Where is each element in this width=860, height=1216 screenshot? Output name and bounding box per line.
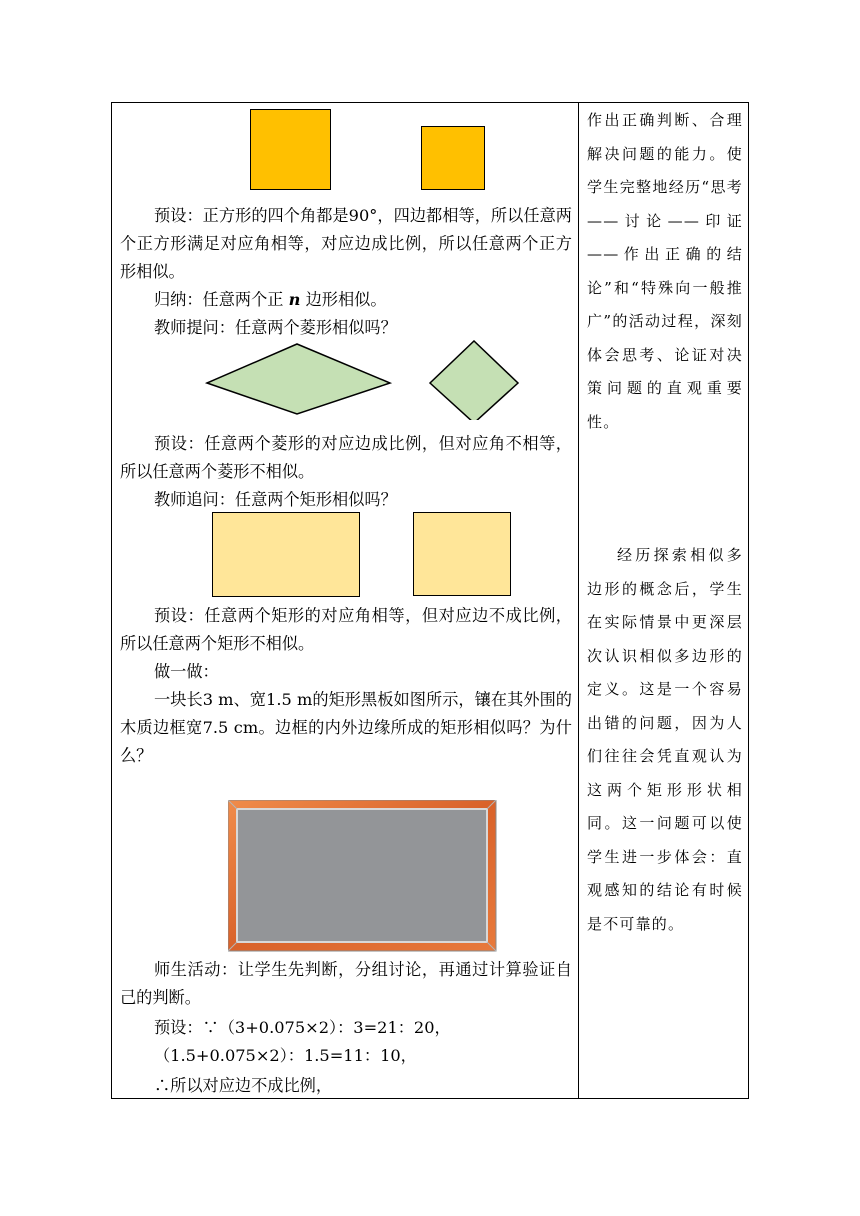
calc-line-3: ∴所以对应边不成比例， [154,1076,333,1095]
blackboard-figure [228,800,498,952]
calc-line-1: 预设：∵（3+0.075×2）：3=21：20， [154,1018,451,1037]
board-surface [237,809,487,942]
design-note-1: 作出正确判断、合理解决问题的能力。使学生完整地经历“思考——讨论——印证——作出正确的结论”和“特殊向一般推广”的活动过程，深刻体会思考、论证对决策问题的直观重要性。 [587,111,743,431]
rhombus-figures [204,340,524,420]
column-divider [578,102,579,1099]
teacher-question-rectangle: 教师追问：任意两个矩形相似吗？ [154,490,397,509]
rectangle-preset-paragraph: 预设：任意两个矩形的对应角相等，但对应边不成比例，所以任意两个矩形不相似。 [120,606,572,653]
exercise-body: 一块长3 m、宽1.5 m的矩形黑板如图所示，镶在其外围的木质边框宽7.5 cm。边框的内外边缘所成的矩形相似吗？为什么？ [120,690,572,765]
large-square-figure [250,109,331,190]
induction-paragraph: 归纳：任意两个正 n 边形相似。 [154,290,387,309]
small-square-figure [421,126,485,190]
exercise-title: 做一做： [154,662,219,681]
right-column [587,104,743,941]
wide-rectangle-figure [212,512,360,597]
activity-paragraph: 师生活动：让学生先判断，分组讨论，再通过计算验证自己的判断。 [120,960,572,1007]
square-preset-paragraph: 预设：正方形的四个角都是90°，四边都相等，所以任意两个正方形满足对应角相等，对应边成比例，所以任意两个正方形相似。 [120,206,572,281]
square-rhombus [430,341,518,420]
calc-line-2: （1.5+0.075×2）：1.5=11：10， [154,1046,417,1065]
design-note-2: 经历探索相似多边形的概念后，学生在实际情景中更深层次认识相似多边形的定义。这是一个容易出错的问题，因为人们往往会凭直观认为这两个矩形形状相同。这一问题可以使学生进一步体会：直观感知的结论有时候是不可靠的。 [587,546,743,933]
narrow-rectangle-figure [413,512,511,596]
rhombus-preset-paragraph: 预设：任意两个菱形的对应边成比例，但对应角不相等，所以任意两个菱形不相似。 [120,434,572,481]
teacher-question-rhombus: 教师提问：任意两个菱形相似吗？ [154,318,397,337]
wide-rhombus [207,344,390,414]
